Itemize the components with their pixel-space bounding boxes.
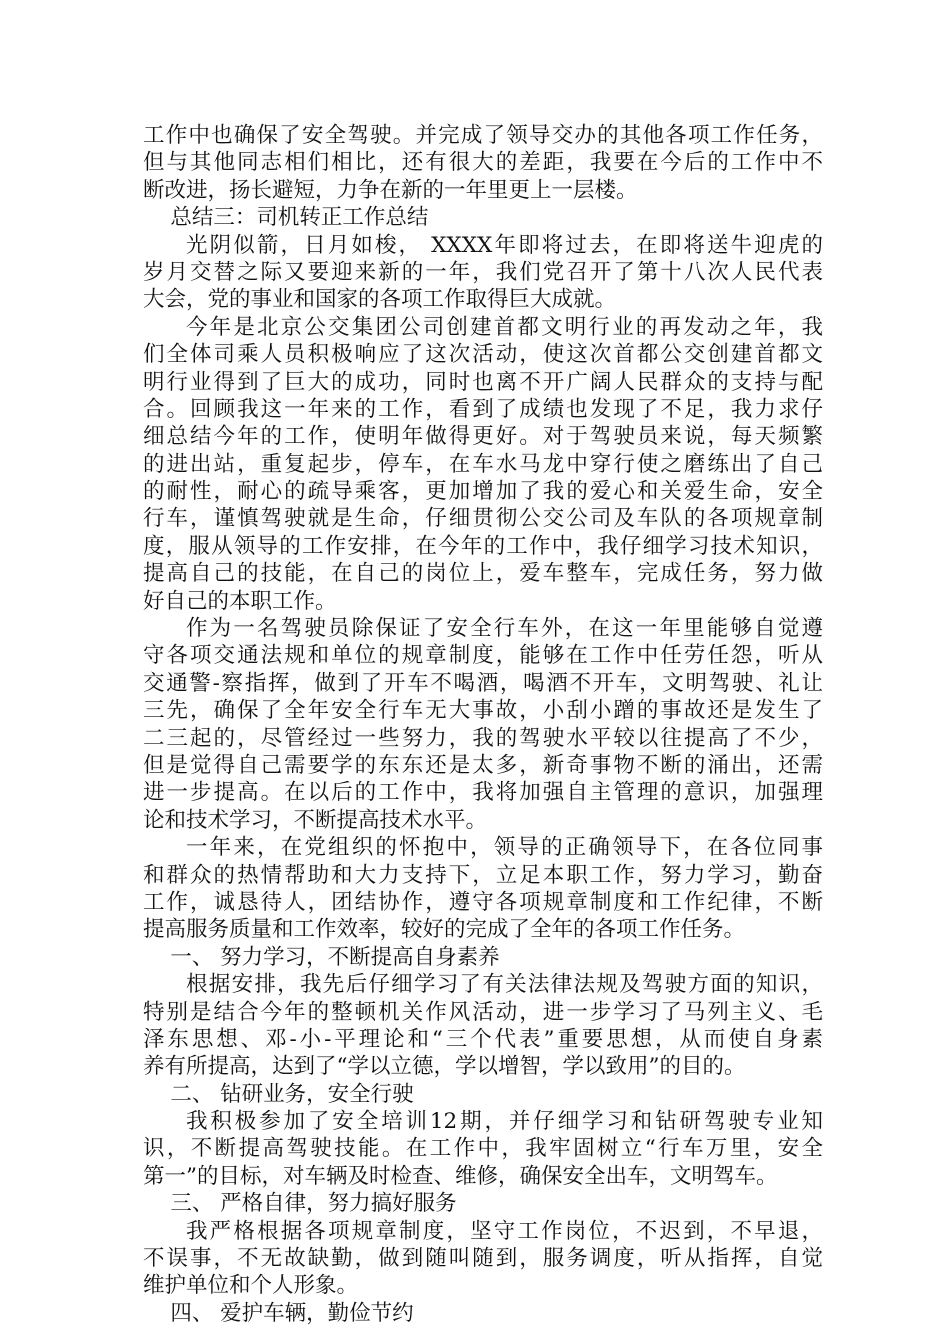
document-body	[143, 122, 823, 1327]
text-line: 合。回顾我这一年来的工作，看到了成绩也发现了不足，我力求仔	[143, 396, 823, 422]
text-line: 三先，确保了全年安全行车无大事故，小刮小蹭的事故还是发生了	[143, 698, 823, 724]
text-line: 度，服从领导的工作安排，在今年的工作中，我仔细学习技术知识，	[143, 533, 823, 559]
text-line: 但是觉得自己需要学的东东还是太多，新奇事物不断的涌出，还需	[143, 752, 823, 778]
text-line: 维护单位和个人形象。	[143, 1273, 359, 1299]
text-line: 守各项交通法规和单位的规章制度，能够在工作中任劳任怨，听从	[143, 643, 823, 669]
text-line: 今年是北京公交集团公司创建首都文明行业的再发动之年，我	[186, 314, 823, 340]
text-line: 三、 严格自律，努力搞好服务	[143, 1191, 457, 1217]
text-line: 一年来，在党组织的怀抱中，领导的正确领导下，在各位同事	[186, 835, 823, 861]
text-line: 作为一名驾驶员除保证了安全行车外，在这一年里能够自觉遵	[186, 616, 823, 642]
text-line: 交通警-察指挥，做到了开车不喝酒，喝酒不开车，文明驾驶、礼让	[143, 670, 823, 696]
text-line: 提高自己的技能，在自己的岗位上，爱车整车，完成任务，努力做	[143, 561, 823, 587]
text-line: 行车，谨慎驾驶就是生命，仔细贯彻公交公司及车队的各项规章制	[143, 506, 823, 532]
text-line: 第一”的目标，对车辆及时检查、维修，确保安全出车，文明驾车。	[143, 1163, 778, 1189]
text-line: 但与其他同志相们相比，还有很大的差距，我要在今后的工作中不	[143, 150, 823, 176]
text-line: 的耐性，耐心的疏导乘客，更加增加了我的爱心和关爱生命，安全	[143, 479, 823, 505]
text-line: 泽东思想、邓-小-平理论和“三个代表”重要思想，从而使自身素	[143, 1026, 823, 1052]
text-line: 的进出站，重复起步，停车，在车水马龙中穿行使之磨练出了自己	[143, 451, 823, 477]
text-line: 特别是结合今年的整顿机关作风活动，进一步学习了马列主义、毛	[143, 999, 823, 1025]
text-line: 明行业得到了巨大的成功，同时也离不开广阔人民群众的支持与配	[143, 369, 823, 395]
text-line: 我积极参加了安全培训12期，并仔细学习和钻研驾驶专业知	[186, 1109, 823, 1135]
text-line: 论和技术学习，不断提高技术水平。	[143, 807, 488, 833]
text-line: 提高服务质量和工作效率，较好的完成了全年的各项工作任务。	[143, 917, 746, 943]
text-line: 不误事，不无故缺勤，做到随叫随到，服务调度，听从指挥，自觉	[143, 1246, 823, 1272]
text-line: 岁月交替之际又要迎来新的一年，我们党召开了第十八次人民代表	[143, 259, 823, 285]
text-line: 断改进，扬长避短，力争在新的一年里更上一层楼。	[143, 177, 638, 203]
text-line: 四、 爱护车辆，勤俭节约	[143, 1300, 414, 1326]
text-line: 一、 努力学习，不断提高自身素养	[143, 944, 500, 970]
text-line: 识，不断提高驾驶技能。在工作中，我牢固树立“行车万里，安全	[143, 1136, 823, 1162]
text-line: 工作中也确保了安全驾驶。并完成了领导交办的其他各项工作任务，	[143, 123, 823, 148]
text-line: 二三起的，尽管经过一些努力，我的驾驶水平较以往提高了不少，	[143, 725, 823, 751]
text-line: 细总结今年的工作，使明年做得更好。对于驾驶员来说，每天频繁	[143, 424, 823, 450]
text-line: 好自己的本职工作。	[143, 588, 337, 614]
text-line: 总结三：司机转正工作总结	[143, 205, 429, 231]
text-line: 根据安排，我先后仔细学习了有关法律法规及驾驶方面的知识，	[186, 972, 823, 998]
text-line: 二、 钻研业务，安全行驶	[143, 1081, 414, 1107]
text-line: 养有所提高，达到了“学以立德，学以增智，学以致用”的目的。	[143, 1054, 746, 1080]
text-line: 和群众的热情帮助和大力支持下，立足本职工作，努力学习，勤奋	[143, 862, 823, 888]
text-line: 光阴似箭，日月如梭， XXXX年即将过去，在即将送牛迎虎的	[186, 232, 823, 258]
text-line: 们全体司乘人员积极响应了这次活动，使这次首都公交创建首都文	[143, 342, 823, 368]
text-line: 我严格根据各项规章制度，坚守工作岗位，不迟到，不早退，	[186, 1218, 823, 1244]
text-line: 进一步提高。在以后的工作中，我将加强自主管理的意识，加强理	[143, 780, 823, 806]
text-line: 工作，诚恳待人，团结协作，遵守各项规章制度和工作纪律，不断	[143, 889, 823, 915]
text-line: 大会，党的事业和国家的各项工作取得巨大成就。	[143, 287, 617, 313]
